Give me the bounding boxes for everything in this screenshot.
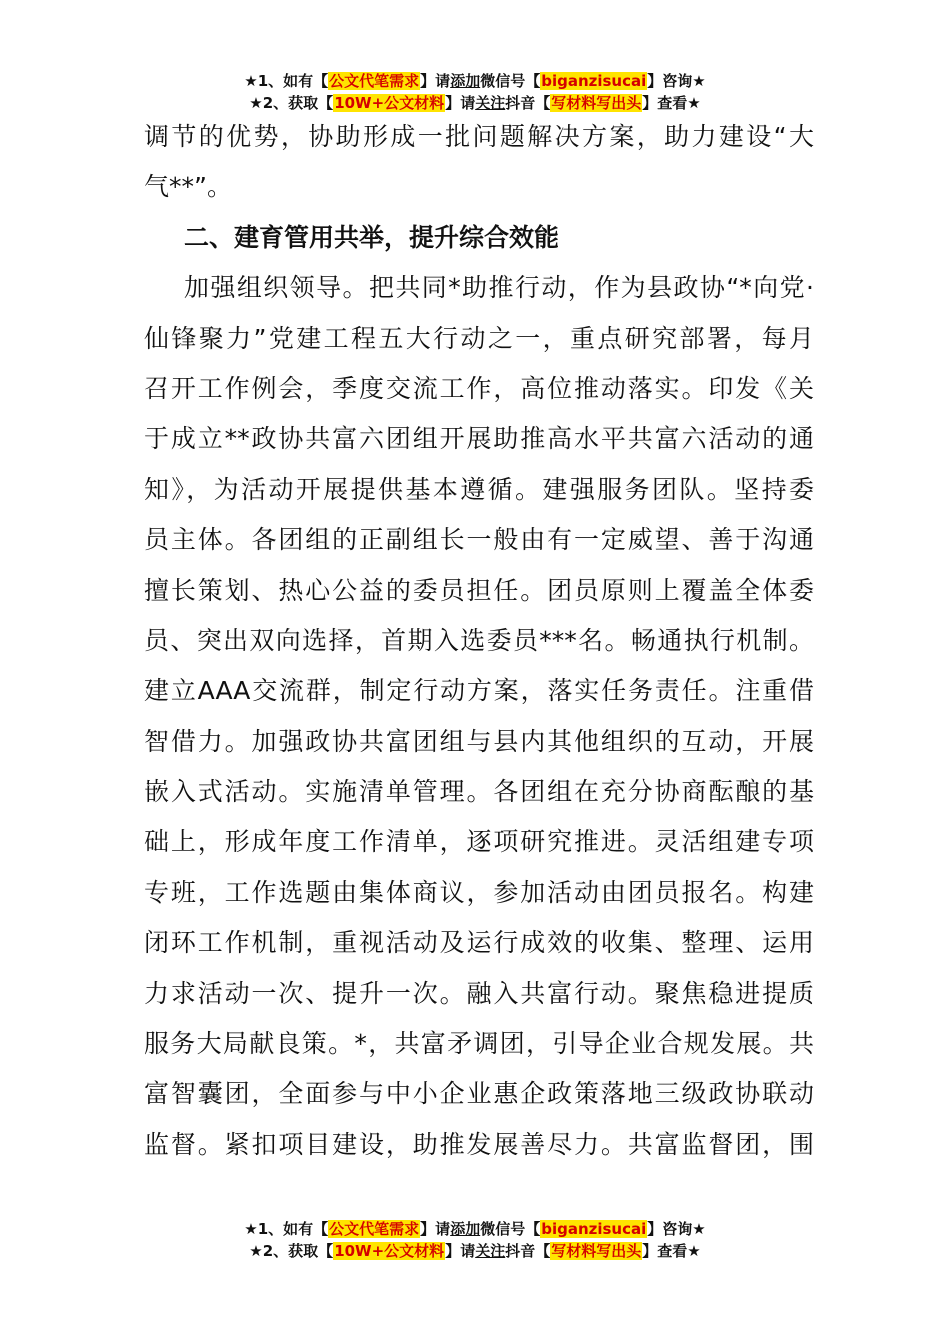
notice-text: 抖音【 <box>505 1242 551 1260</box>
text-line: 建立AAA交流群，制定行动方案，落实任务责任。注重借 <box>144 676 814 706</box>
highlight-wechat-id: biganzisucai <box>541 72 647 90</box>
notice-text-follow: 关注 <box>475 94 506 112</box>
notice-text: 】请 <box>445 1242 476 1260</box>
highlight-writing-service: 公文代笔需求 <box>329 72 420 90</box>
notice-text: 】咨询★ <box>647 72 706 90</box>
text-line: 力求活动一次、提升一次。融入共富行动。聚焦稳进提质 <box>144 978 814 1008</box>
highlight-materials: 10W+公文材料 <box>334 94 445 112</box>
text-line: 调节的优势，协助形成一批问题解决方案，助力建设“大 <box>144 122 814 151</box>
notice-text-add: 添加 <box>450 72 481 90</box>
text-line: 气**”。 <box>144 172 232 202</box>
notice-text: 2、获取【 <box>262 1242 334 1260</box>
notice-text: 微信号【 <box>480 72 541 90</box>
notice-text: 】查看★ <box>642 94 701 112</box>
document-body <box>144 112 814 1170</box>
notice-line-1 <box>0 1218 950 1240</box>
text-line: 富智囊团，全面参与中小企业惠企政策落地三级政协联动 <box>144 1079 814 1109</box>
notice-line-1 <box>0 70 950 92</box>
highlight-douyin-account: 写材料写出头 <box>551 94 642 112</box>
highlight-writing-service: 公文代笔需求 <box>329 1220 420 1238</box>
text-line: 嵌入式活动。实施清单管理。各团组在充分协商酝酿的基 <box>144 777 814 807</box>
text-line: 擅长策划、热心公益的委员担任。团员原则上覆盖全体委 <box>144 575 814 605</box>
notice-text: 】请 <box>420 1220 451 1238</box>
footer-notice <box>0 1218 950 1262</box>
notice-text: 抖音【 <box>505 94 551 112</box>
star-icon: ★ <box>244 72 258 90</box>
notice-text: 微信号【 <box>480 1220 541 1238</box>
text-line: 监督。紧扣项目建设，助推发展善尽力。共富监督团，围 <box>144 1129 814 1159</box>
notice-text: 1、如有【 <box>257 1220 329 1238</box>
notice-text: 】请 <box>420 72 451 90</box>
text-line: 专班，工作选题由集体商议，参加活动由团员报名。构建 <box>144 877 814 907</box>
text-line: 员主体。各团组的正副组长一般由有一定威望、善于沟通 <box>144 525 814 555</box>
highlight-douyin-account: 写材料写出头 <box>551 1242 642 1260</box>
text-line: 员、突出双向选择，首期入选委员***名。畅通执行机制。 <box>144 625 814 655</box>
star-icon: ★ <box>244 1220 258 1238</box>
notice-text-follow: 关注 <box>475 1242 506 1260</box>
text-line: 闭环工作机制，重视活动及运行成效的收集、整理、运用 <box>144 928 814 958</box>
highlight-wechat-id: biganzisucai <box>541 1220 647 1238</box>
highlight-materials: 10W+公文材料 <box>334 1242 445 1260</box>
star-icon: ★ <box>249 1242 263 1260</box>
text-line: 仙锋聚力”党建工程五大行动之一，重点研究部署，每月 <box>144 323 814 353</box>
notice-text: 】咨询★ <box>647 1220 706 1238</box>
text-line: 知》，为活动开展提供基本遵循。建强服务团队。坚持委 <box>144 474 814 504</box>
notice-line-2 <box>0 92 950 114</box>
notice-text: 】请 <box>445 94 476 112</box>
text-line: 于成立**政协共富六团组开展助推高水平共富六活动的通 <box>144 424 814 454</box>
notice-text: 】查看★ <box>642 1242 701 1260</box>
notice-text: 1、如有【 <box>257 72 329 90</box>
text-line: 智借力。加强政协共富团组与县内其他组织的互动，开展 <box>144 726 814 756</box>
notice-text-add: 添加 <box>450 1220 481 1238</box>
star-icon: ★ <box>249 94 263 112</box>
header-notice <box>0 70 950 114</box>
text-line: 服务大局献良策。*，共富矛调团，引导企业合规发展。共 <box>144 1029 814 1059</box>
notice-line-2 <box>0 1240 950 1262</box>
text-line: 召开工作例会，季度交流工作，高位推动落实。印发《关 <box>144 373 814 403</box>
text-line: 加强组织领导。把共同*助推行动，作为县政协“*向党· <box>184 273 814 303</box>
notice-text: 2、获取【 <box>262 94 334 112</box>
text-line: 础上，形成年度工作清单，逐项研究推进。灵活组建专项 <box>144 827 814 857</box>
section-heading: 二、建育管用共举，提升综合效能 <box>184 222 560 252</box>
